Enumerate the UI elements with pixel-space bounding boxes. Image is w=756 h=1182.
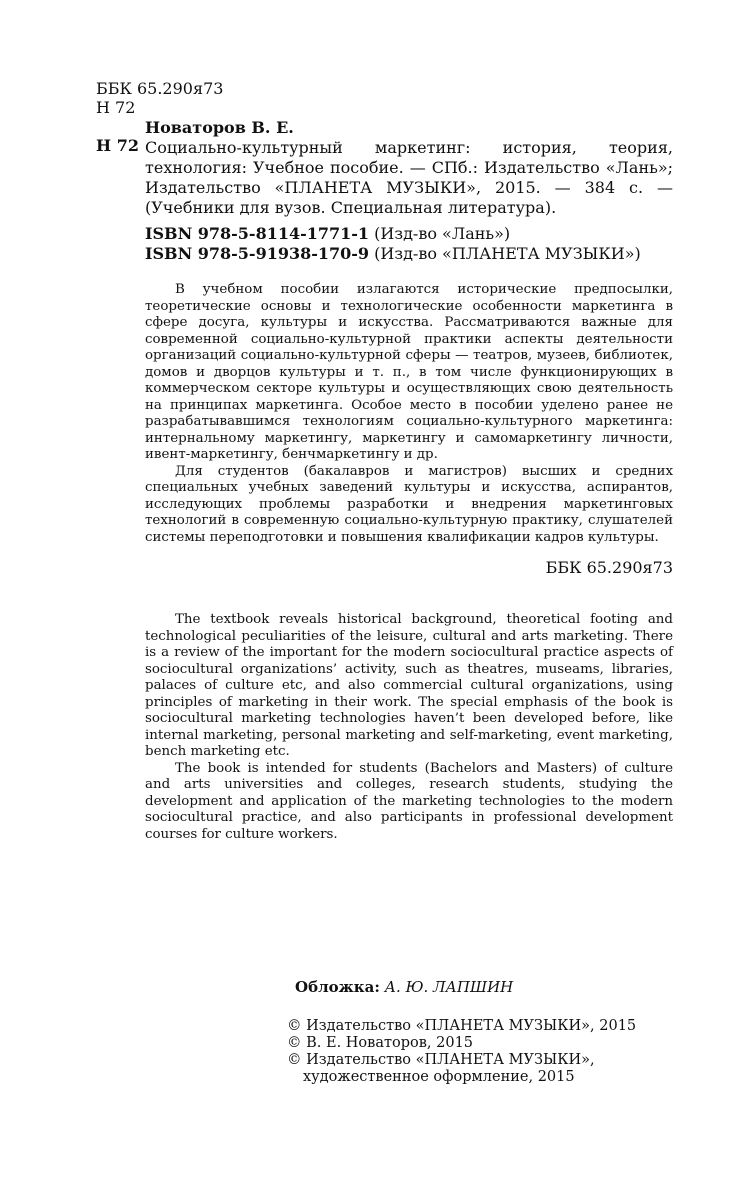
isbn-number: ISBN 978-5-8114-1771-1 (145, 224, 370, 243)
cover-designer: А. Ю. ЛАПШИН (384, 978, 514, 996)
copyright-block (287, 1018, 636, 1086)
annotation-paragraph: The textbook reveals historical background, theoretical footing and technological peculiarities of the leisure, cultural and arts marketing. There is a review of the important for the modern sociocultural practice aspects of sociocultural organizations’ activity, such as theatres, museams, libraries, palaces of culture etc, and also commercial cultural organizations, using principles of marketing in their work. The special emphasis of the book is sociocultural marketing technologies haven’t been developed before, like internal marketing, personal marketing and self-marketing, event marketing, bench marketing etc. (145, 612, 673, 759)
author-mark-top: Н 72 (96, 98, 136, 117)
bibliographic-description (145, 138, 673, 218)
isbn-publisher: (Изд-во «Лань») (374, 224, 511, 243)
bbk-header (96, 79, 223, 117)
author-name: Новаторов В. Е. (145, 118, 294, 137)
bibliographic-text: Социально-культурный маркетинг: история, теория, технология: Учебное пособие. — СПб.: Издательство «Лань»; Издательство «ПЛАНЕТА МУЗЫКИ», 2015. — 384 с. — (Учебники для вузов. Специальная литература). (145, 138, 673, 217)
isbn-line (145, 224, 510, 244)
annotation-paragraph: В учебном пособии излагаются исторические предпосылки, теоретические основы и технологические особенности маркетинга в сфере досуга, культуры и искусства. Рассматриваются важные для современной социально-культурной практики аспекты деятельности организаций социально-культурной сферы — театров, музеев, библиотек, домов и дворцов культуры и т. п., в том числе функционирующих в коммерческом секторе культуры и осуществляющих свою деятельность на принципах маркетинга. Особое место в пособии уделено ранее не разрабатывавшимся технологиям социально-культурного маркетинга: интернальному маркетингу, маркетингу и самомаркетингу личности, ивент-маркетингу, бенчмаркетингу и др. (145, 282, 673, 462)
cover-label: Обложка: (295, 978, 380, 996)
copyright-line: художественное оформление, 2015 (303, 1069, 575, 1085)
annotation-paragraph: Для студентов (бакалавров и магистров) высших и средних специальных учебных заведений культуры и искусства, аспирантов, исследующих проблемы разработки и внедрения маркетинговых технологий в современную социально-культурную практику, слушателей системы переподготовки и повышения квалификации кадров культуры. (145, 463, 673, 545)
isbn-number: ISBN 978-5-91938-170-9 (145, 244, 370, 263)
annotation-paragraph: The book is intended for students (Bachelors and Masters) of culture and arts universities and colleges, research students, studying the development and application of the marketing technologies to the modern sociocultural practice, and also participants in professional development courses for culture workers. (145, 760, 673, 842)
bbk-code-bottom: ББК 65.290я73 (545, 558, 673, 577)
isbn-line (145, 244, 641, 264)
isbn-publisher: (Изд-во «ПЛАНЕТА МУЗЫКИ») (374, 244, 641, 263)
copyright-line: © Издательство «ПЛАНЕТА МУЗЫКИ», (287, 1052, 595, 1068)
cover-credit (295, 977, 513, 997)
copyright-line: © Издательство «ПЛАНЕТА МУЗЫКИ», 2015 (287, 1018, 637, 1034)
annotation-english (145, 612, 673, 843)
copyright-line: © В. Е. Новаторов, 2015 (287, 1035, 474, 1051)
bbk-code-top: ББК 65.290я73 (96, 79, 224, 98)
author-mark: Н 72 (96, 136, 139, 155)
annotation-russian (145, 282, 673, 546)
